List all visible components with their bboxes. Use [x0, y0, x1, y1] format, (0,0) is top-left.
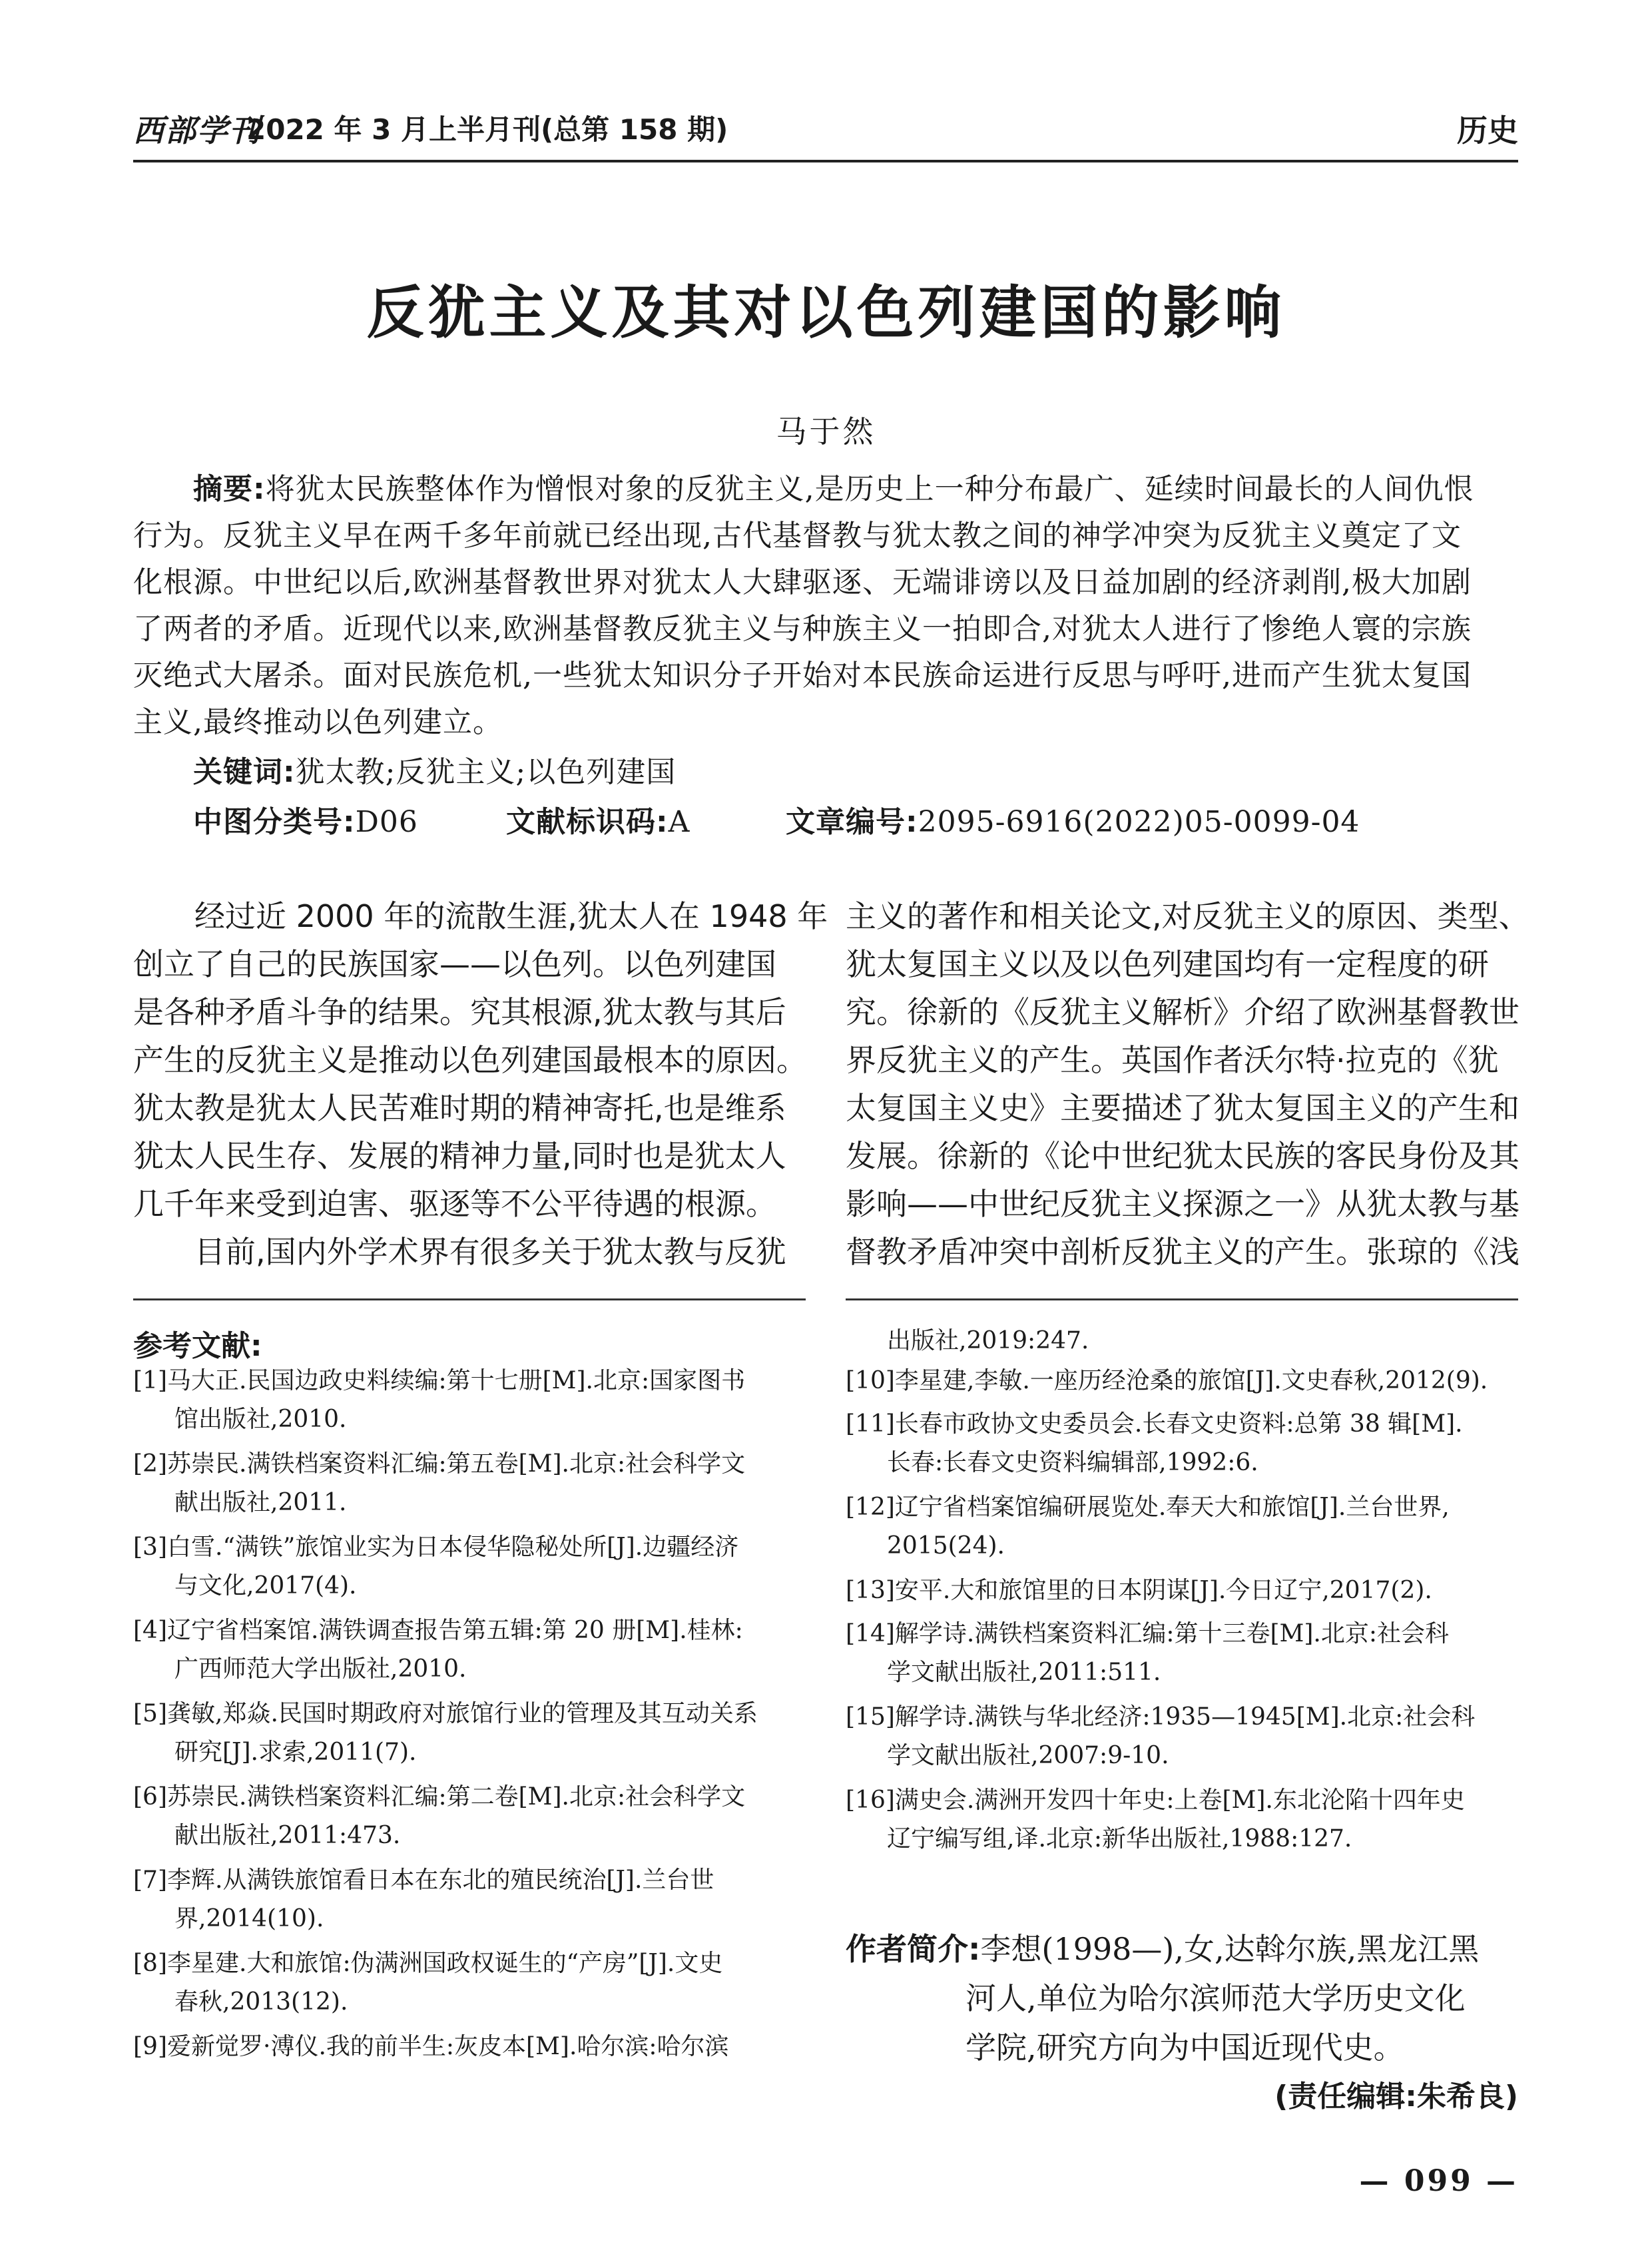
body-line: 经过近 2000 年的流散生涯,犹太人在 1948 年: [194, 898, 828, 934]
reference-line: 界,2014(10).: [174, 1905, 324, 1932]
articleno-value: 2095-6916(2022)05-0099-04: [918, 805, 1360, 839]
articleno-label: 文章编号:: [786, 805, 918, 839]
doccode-line: [506, 802, 690, 842]
references-rule-left: [133, 1298, 806, 1300]
clc-label: 中图分类号:: [193, 805, 356, 839]
article-title: 反犹主义及其对以色列建国的影响: [366, 279, 1286, 346]
abstract-line: [193, 469, 1518, 509]
reference-line: 学文献出版社,2011:511.: [887, 1659, 1161, 1686]
body-line: 界反犹主义的产生。英国作者沃尔特·拉克的《犹: [846, 1042, 1499, 1078]
body-line: 创立了自己的民族国家——以色列。以色列建国: [133, 946, 776, 982]
bio-first-line: [846, 1924, 1518, 1974]
abstract-line: 灭绝式大屠杀。面对民族危机,一些犹太知识分子开始对本民族命运进行反思与呼吁,进而产生犹太复国: [133, 659, 1472, 693]
author-bio: [846, 1924, 1518, 2072]
reference-line: 广西师范大学出版社,2010.: [174, 1655, 467, 1683]
page-number: — 099 —: [1359, 2164, 1518, 2198]
bio-line: 学院,研究方向为中国近现代史。: [965, 2030, 1404, 2066]
responsible-editor: (责任编辑:朱希良): [1274, 2080, 1518, 2113]
body-line: 产生的反犹主义是推动以色列建国最根本的原因。: [133, 1042, 807, 1078]
reference-line: [7]李辉.从满铁旅馆看日本在东北的殖民统治[J].兰台世: [133, 1866, 714, 1894]
abstract-line: 化根源。中世纪以后,欧洲基督教世界对犹太人大肆驱逐、无端诽谤以及日益加剧的经济剥削,极大加剧: [133, 565, 1472, 599]
reference-item: [133, 1944, 722, 2022]
reference-item: [133, 1695, 758, 1772]
header-rule: [133, 160, 1518, 162]
reference-line: 献出版社,2011.: [174, 1489, 347, 1516]
reference-item: [133, 1528, 738, 1605]
reference-line: [14]解学诗.满铁档案资料汇编:第十三卷[M].北京:社会科: [846, 1620, 1449, 1647]
body-column-right: [846, 892, 1529, 1276]
reference-line: 与文化,2017(4).: [174, 1572, 357, 1599]
articleno-line: [786, 802, 1360, 842]
reference-line: 辽宁编写组,译.北京:新华出版社,1988:127.: [887, 1825, 1352, 1852]
doccode-value: A: [668, 805, 690, 839]
body-line: 几千年来受到迫害、驱逐等不公平待遇的根源。: [133, 1186, 776, 1222]
section-name: 历史: [1457, 113, 1518, 148]
references-heading: 参考文献:: [133, 1329, 262, 1363]
body-line: 究。徐新的《反犹主义解析》介绍了欧洲基督教世: [846, 994, 1519, 1030]
abstract-line: 了两者的矛盾。近现代以来,欧洲基督教反犹主义与种族主义一拍即合,对犹太人进行了惨绝人寰的宗族: [133, 612, 1472, 646]
reference-line: 长春:长春文史资料编辑部,1992:6.: [887, 1449, 1258, 1476]
body-line: 发展。徐新的《论中世纪犹太民族的客民身份及其: [846, 1138, 1519, 1174]
reference-line: [2]苏崇民.满铁档案资料汇编:第五卷[M].北京:社会科学文: [133, 1450, 746, 1478]
reference-item: [133, 1861, 714, 1938]
reference-line: 献出版社,2011:473.: [174, 1822, 401, 1849]
doccode-label: 文献标识码:: [506, 805, 669, 839]
reference-item: [133, 1445, 745, 1522]
reference-line: [15]解学诗.满铁与华北经济:1935—1945[M].北京:社会科: [846, 1703, 1476, 1731]
abstract-label: 摘要:: [193, 472, 266, 506]
article-author: 马于然: [776, 414, 876, 449]
clc-value: D06: [355, 805, 418, 839]
reference-item: [846, 1698, 1475, 1775]
keywords-line: [193, 752, 1518, 792]
reference-item: [133, 1362, 745, 1439]
reference-line: [4]辽宁省档案馆.满铁调查报告第五辑:第 20 册[M].桂林:: [133, 1617, 743, 1644]
bio-label: 作者简介:: [846, 1931, 981, 1967]
body-line: 主义的著作和相关论文,对反犹主义的原因、类型、: [846, 898, 1529, 934]
reference-line: 出版社,2019:247.: [887, 1327, 1089, 1354]
bio-text: 李想(1998—),女,达斡尔族,黑龙江黑: [980, 1931, 1480, 1967]
page-header: [133, 107, 1518, 160]
reference-line: 馆出版社,2010.: [174, 1406, 347, 1433]
abstract-line: 主义,最终推动以色列建立。: [133, 705, 503, 739]
bio-line: 河人,单位为哈尔滨师范大学历史文化: [965, 1980, 1466, 2016]
reference-item: [133, 2028, 729, 2066]
reference-item: [846, 1571, 1432, 1610]
reference-item: [846, 1615, 1449, 1692]
journal-issue: 2022 年 3 月上半月刊(总第 158 期): [246, 113, 728, 146]
reference-line: [6]苏崇民.满铁档案资料汇编:第二卷[M].北京:社会科学文: [133, 1783, 746, 1811]
reference-item: [846, 1488, 1450, 1565]
reference-item: [133, 1611, 743, 1689]
abstract-text: 将犹太民族整体作为憎恨对象的反犹主义,是历史上一种分布最广、延续时间最长的人间仇恨: [265, 472, 1474, 506]
body-line: 犹太人民生存、发展的精神力量,同时也是犹太人: [133, 1138, 786, 1174]
body-line: 目前,国内外学术界有很多关于犹太教与反犹: [194, 1234, 786, 1270]
reference-line: [11]长春市政协文史委员会.长春文史资料:总第 38 辑[M].: [846, 1410, 1463, 1438]
reference-item: [133, 1778, 745, 1855]
reference-line: [3]白雪.“满铁”旅馆业实为日本侵华隐秘处所[J].边疆经济: [133, 1534, 739, 1561]
reference-line: [10]李星建,李敏.一座历经沧桑的旅馆[J].文史春秋,2012(9).: [846, 1367, 1488, 1394]
references-rule-right: [846, 1298, 1518, 1300]
body-line: 犹太教是犹太人民苦难时期的精神寄托,也是维系: [133, 1090, 786, 1126]
body-line: 犹太复国主义以及以色列建国均有一定程度的研: [846, 946, 1489, 982]
reference-line: [12]辽宁省档案馆编研展览处.奉天大和旅馆[J].兰台世界,: [846, 1494, 1450, 1521]
reference-line: [16]满史会.满洲开发四十年史:上卷[M].东北沦陷十四年史: [846, 1787, 1465, 1814]
reference-line: [8]李星建.大和旅馆:伪满洲国政权诞生的“产房”[J].文史: [133, 1950, 723, 1977]
body-line: 太复国主义史》主要描述了犹太复国主义的产生和: [846, 1090, 1519, 1126]
reference-item: [846, 1405, 1463, 1482]
reference-item: [846, 1781, 1465, 1858]
reference-item: [846, 1322, 1089, 1360]
body-line: 督教矛盾冲突中剖析反犹主义的产生。张琼的《浅: [846, 1234, 1519, 1270]
reference-item: [846, 1362, 1488, 1400]
reference-line: [5]龚敏,郑焱.民国时期政府对旅馆行业的管理及其互动关系: [133, 1700, 758, 1727]
journal-name: 西部学刊: [133, 113, 261, 148]
reference-line: [9]爱新觉罗·溥仪.我的前半生:灰皮本[M].哈尔滨:哈尔滨: [133, 2033, 729, 2060]
abstract-line: 行为。反犹主义早在两千多年前就已经出现,古代基督教与犹太教之间的神学冲突为反犹主义奠定了文: [133, 519, 1462, 553]
reference-line: 春秋,2013(12).: [174, 1988, 348, 2016]
reference-line: 学文献出版社,2007:9-10.: [887, 1742, 1169, 1769]
reference-line: [1]马大正.民国边政史料续编:第十七册[M].北京:国家图书: [133, 1367, 746, 1394]
body-line: 影响——中世纪反犹主义探源之一》从犹太教与基: [846, 1186, 1519, 1222]
reference-line: [13]安平.大和旅馆里的日本阴谋[J].今日辽宁,2017(2).: [846, 1577, 1432, 1604]
reference-line: 研究[J].求索,2011(7).: [174, 1739, 417, 1766]
body-column-left: [133, 892, 828, 1276]
keywords-text: 犹太教;反犹主义;以色列建国: [295, 755, 677, 789]
reference-line: 2015(24).: [887, 1532, 1005, 1559]
keywords-label: 关键词:: [193, 755, 296, 789]
body-line: 是各种矛盾斗争的结果。究其根源,犹太教与其后: [133, 994, 786, 1030]
